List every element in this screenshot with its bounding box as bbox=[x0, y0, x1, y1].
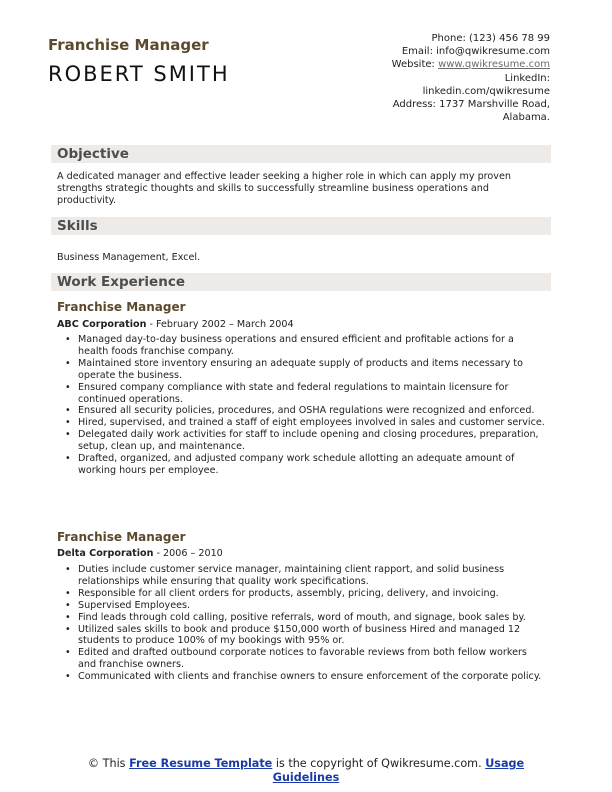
skills-text: Business Management, Excel. bbox=[57, 252, 201, 263]
experience-heading: Work Experience bbox=[57, 274, 185, 290]
job-dates: - 2006 – 2010 bbox=[153, 548, 223, 559]
list-item: • Duties include customer service manager, maintaining client rapport, and solid business relationships while ensuring that quality work specifications. bbox=[57, 564, 545, 588]
usage-guidelines-link[interactable]: Usage Guidelines bbox=[272, 757, 525, 784]
list-item: • Ensured all security policies, procedures, and OSHA regulations were recognized and enforced. bbox=[57, 405, 545, 417]
job-company-line bbox=[57, 319, 294, 330]
list-item: • Delegated daily work activities for staff to include opening and closing procedures, preparation, setup, clean up, and maintenance. bbox=[57, 429, 545, 453]
contact-linkedin-value: linkedin.com/qwikresume bbox=[422, 85, 550, 97]
job-company-line bbox=[57, 548, 223, 559]
list-item: • Supervised Employees. bbox=[57, 600, 545, 612]
contact-website bbox=[330, 58, 550, 71]
list-item: • Managed day-to-day business operations and ensured efficient and profitable actions for a health foods franchise company. bbox=[57, 334, 545, 358]
job-bullets bbox=[57, 334, 545, 477]
job-role: Franchise Manager bbox=[57, 530, 186, 544]
list-item: • Utilized sales skills to book and produce $150,000 worth of business Hired and managed 12 students to produce 100% of my bookings with 95% or. bbox=[57, 624, 545, 648]
objective-section-bar bbox=[51, 145, 551, 163]
list-item: • Maintained store inventory ensuring an adequate supply of products and items necessary to operate the business. bbox=[57, 358, 545, 382]
website-link[interactable]: www.qwikresume.com bbox=[438, 59, 550, 71]
job-bullets bbox=[57, 564, 545, 683]
job-company: ABC Corporation bbox=[57, 319, 147, 330]
objective-heading: Objective bbox=[57, 146, 129, 162]
contact-address-line1: Address: 1737 Marshville Road, bbox=[392, 99, 550, 111]
contact-linkedin-label: LinkedIn: bbox=[504, 72, 550, 84]
job-company: Delta Corporation bbox=[57, 548, 154, 559]
candidate-name: ROBERT SMITH bbox=[48, 62, 230, 86]
objective-text: A dedicated manager and effective leader seeking a higher role in which can apply my proven strengths strategic thoughts and skills to successfully streamline business operations and productivity. bbox=[57, 171, 511, 206]
contact-block bbox=[330, 32, 550, 124]
job-dates: - February 2002 – March 2004 bbox=[146, 319, 294, 330]
contact-email: Email: info@qwikresume.com bbox=[401, 46, 550, 58]
resume-header bbox=[0, 0, 612, 140]
list-item: • Drafted, organized, and adjusted company work schedule allotting an adequate amount of working hours per employee. bbox=[57, 453, 545, 477]
free-resume-template-link[interactable]: Free Resume Template bbox=[129, 757, 273, 770]
list-item: • Edited and drafted outbound corporate notices to favorable reviews from both fellow workers and franchise owners. bbox=[57, 647, 545, 671]
list-item: • Hired, supervised, and trained a staff of eight employees involved in sales and customer service. bbox=[57, 417, 545, 429]
list-item: • Find leads through cold calling, positive referrals, word of mouth, and signage, book sales by. bbox=[57, 612, 545, 624]
copyright-footer bbox=[60, 757, 552, 784]
list-item: • Ensured company compliance with state and federal regulations to maintain licensure for continued operations. bbox=[57, 382, 545, 406]
skills-heading: Skills bbox=[57, 218, 98, 234]
experience-section-bar bbox=[51, 273, 551, 291]
job-role: Franchise Manager bbox=[57, 300, 186, 314]
skills-section-bar bbox=[51, 217, 551, 235]
website-label: Website: bbox=[391, 59, 439, 71]
contact-address-line2: Alabama. bbox=[502, 112, 550, 124]
footer-prefix: © This bbox=[87, 757, 130, 770]
header-job-title: Franchise Manager bbox=[48, 36, 209, 54]
list-item: • Communicated with clients and franchise owners to ensure enforcement of the corporate policy. bbox=[57, 671, 545, 683]
contact-phone: Phone: (123) 456 78 99 bbox=[431, 33, 550, 44]
footer-middle: is the copyright of Qwikresume.com. bbox=[272, 757, 486, 770]
list-item: • Responsible for all client orders for products, assembly, pricing, delivery, and invoicing. bbox=[57, 588, 545, 600]
